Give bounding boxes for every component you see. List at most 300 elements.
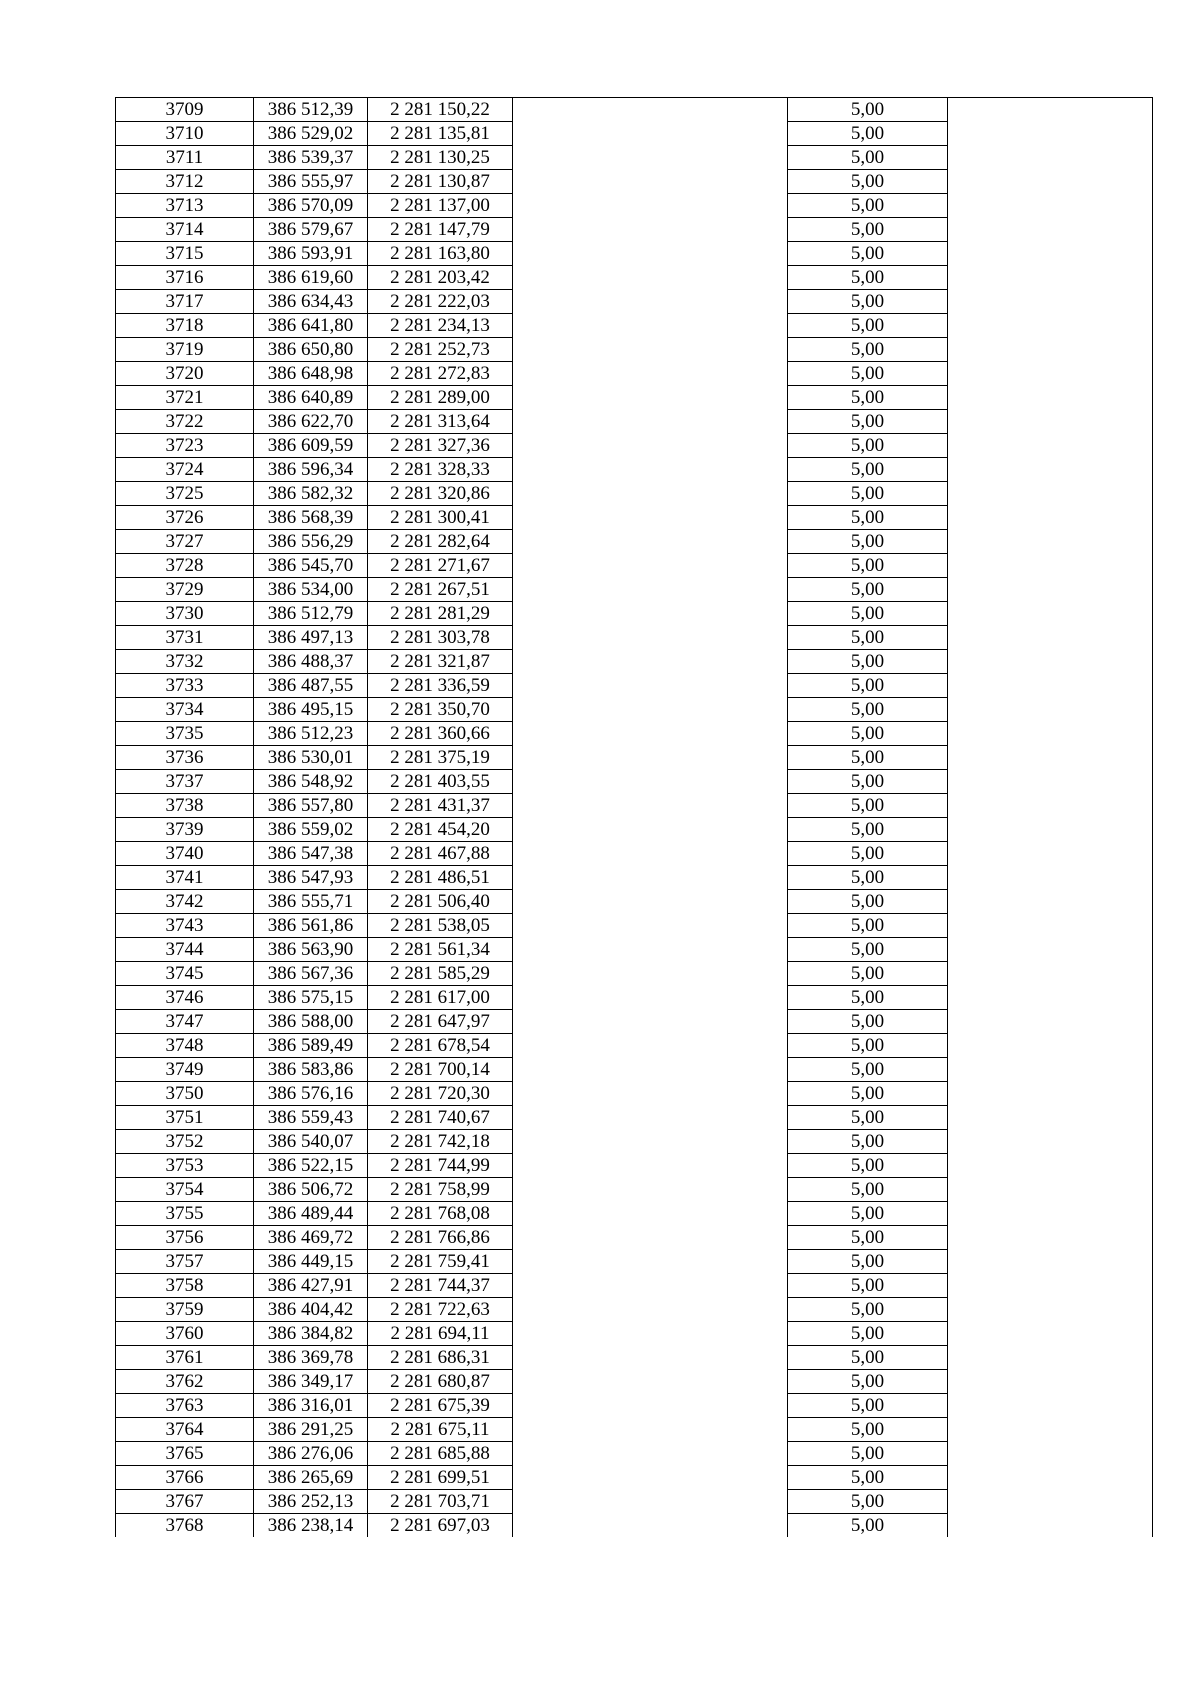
table-row <box>116 338 1153 362</box>
table-row <box>116 866 1153 890</box>
point-number-cell: 3766 <box>116 1466 254 1490</box>
x-coordinate-cell: 386 555,97 <box>254 170 368 194</box>
value-cell: 5,00 <box>788 986 948 1010</box>
blank-cell <box>513 506 788 530</box>
value-cell: 5,00 <box>788 482 948 506</box>
remarks-cell <box>948 1346 1153 1370</box>
table-row <box>116 698 1153 722</box>
x-coordinate-cell: 386 579,67 <box>254 218 368 242</box>
table-row <box>116 1346 1153 1370</box>
value-cell: 5,00 <box>788 530 948 554</box>
table-row <box>116 1250 1153 1274</box>
x-coordinate-cell: 386 559,43 <box>254 1106 368 1130</box>
y-coordinate-cell: 2 281 454,20 <box>368 818 513 842</box>
remarks-cell <box>948 338 1153 362</box>
remarks-cell <box>948 146 1153 170</box>
table-row <box>116 1466 1153 1490</box>
point-number-cell: 3719 <box>116 338 254 362</box>
remarks-cell <box>948 1226 1153 1250</box>
blank-cell <box>513 1202 788 1226</box>
point-number-cell: 3740 <box>116 842 254 866</box>
point-number-cell: 3717 <box>116 290 254 314</box>
y-coordinate-cell: 2 281 758,99 <box>368 1178 513 1202</box>
blank-cell <box>513 1466 788 1490</box>
blank-cell <box>513 602 788 626</box>
x-coordinate-cell: 386 276,06 <box>254 1442 368 1466</box>
point-number-cell: 3749 <box>116 1058 254 1082</box>
remarks-cell <box>948 962 1153 986</box>
table-row <box>116 1130 1153 1154</box>
value-cell: 5,00 <box>788 746 948 770</box>
table-row <box>116 986 1153 1010</box>
remarks-cell <box>948 554 1153 578</box>
y-coordinate-cell: 2 281 313,64 <box>368 410 513 434</box>
remarks-cell <box>948 1298 1153 1322</box>
blank-cell <box>513 842 788 866</box>
blank-cell <box>513 962 788 986</box>
x-coordinate-cell: 386 238,14 <box>254 1514 368 1538</box>
remarks-cell <box>948 602 1153 626</box>
point-number-cell: 3744 <box>116 938 254 962</box>
value-cell: 5,00 <box>788 1394 948 1418</box>
y-coordinate-cell: 2 281 700,14 <box>368 1058 513 1082</box>
value-cell: 5,00 <box>788 1298 948 1322</box>
table-row <box>116 434 1153 458</box>
point-number-cell: 3732 <box>116 650 254 674</box>
remarks-cell <box>948 914 1153 938</box>
y-coordinate-cell: 2 281 336,59 <box>368 674 513 698</box>
point-number-cell: 3738 <box>116 794 254 818</box>
y-coordinate-cell: 2 281 300,41 <box>368 506 513 530</box>
remarks-cell <box>948 1442 1153 1466</box>
remarks-cell <box>948 1154 1153 1178</box>
value-cell: 5,00 <box>788 362 948 386</box>
remarks-cell <box>948 1178 1153 1202</box>
table-row <box>116 458 1153 482</box>
remarks-cell <box>948 362 1153 386</box>
table-row <box>116 770 1153 794</box>
blank-cell <box>513 1010 788 1034</box>
x-coordinate-cell: 386 648,98 <box>254 362 368 386</box>
y-coordinate-cell: 2 281 321,87 <box>368 650 513 674</box>
value-cell: 5,00 <box>788 1058 948 1082</box>
blank-cell <box>513 194 788 218</box>
x-coordinate-cell: 386 545,70 <box>254 554 368 578</box>
coordinates-table-body <box>116 98 1153 1538</box>
x-coordinate-cell: 386 449,15 <box>254 1250 368 1274</box>
remarks-cell <box>948 986 1153 1010</box>
blank-cell <box>513 1490 788 1514</box>
x-coordinate-cell: 386 547,38 <box>254 842 368 866</box>
value-cell: 5,00 <box>788 290 948 314</box>
point-number-cell: 3720 <box>116 362 254 386</box>
point-number-cell: 3731 <box>116 626 254 650</box>
value-cell: 5,00 <box>788 890 948 914</box>
value-cell: 5,00 <box>788 578 948 602</box>
remarks-cell <box>948 1394 1153 1418</box>
table-row <box>116 1514 1153 1538</box>
x-coordinate-cell: 386 641,80 <box>254 314 368 338</box>
blank-cell <box>513 554 788 578</box>
x-coordinate-cell: 386 561,86 <box>254 914 368 938</box>
table-row <box>116 1058 1153 1082</box>
table-row <box>116 1298 1153 1322</box>
x-coordinate-cell: 386 291,25 <box>254 1418 368 1442</box>
point-number-cell: 3737 <box>116 770 254 794</box>
remarks-cell <box>948 1202 1153 1226</box>
y-coordinate-cell: 2 281 137,00 <box>368 194 513 218</box>
x-coordinate-cell: 386 640,89 <box>254 386 368 410</box>
blank-cell <box>513 266 788 290</box>
remarks-cell <box>948 266 1153 290</box>
value-cell: 5,00 <box>788 1250 948 1274</box>
value-cell: 5,00 <box>788 218 948 242</box>
y-coordinate-cell: 2 281 252,73 <box>368 338 513 362</box>
remarks-cell <box>948 1082 1153 1106</box>
remarks-cell <box>948 506 1153 530</box>
table-row <box>116 1226 1153 1250</box>
x-coordinate-cell: 386 427,91 <box>254 1274 368 1298</box>
table-row <box>116 914 1153 938</box>
blank-cell <box>513 1370 788 1394</box>
x-coordinate-cell: 386 619,60 <box>254 266 368 290</box>
remarks-cell <box>948 1106 1153 1130</box>
remarks-cell <box>948 578 1153 602</box>
value-cell: 5,00 <box>788 1322 948 1346</box>
table-row <box>116 218 1153 242</box>
table-row <box>116 98 1153 122</box>
value-cell: 5,00 <box>788 1514 948 1538</box>
blank-cell <box>513 410 788 434</box>
y-coordinate-cell: 2 281 703,71 <box>368 1490 513 1514</box>
y-coordinate-cell: 2 281 328,33 <box>368 458 513 482</box>
point-number-cell: 3764 <box>116 1418 254 1442</box>
x-coordinate-cell: 386 404,42 <box>254 1298 368 1322</box>
blank-cell <box>513 626 788 650</box>
value-cell: 5,00 <box>788 242 948 266</box>
point-number-cell: 3767 <box>116 1490 254 1514</box>
table-row <box>116 1082 1153 1106</box>
x-coordinate-cell: 386 495,15 <box>254 698 368 722</box>
y-coordinate-cell: 2 281 267,51 <box>368 578 513 602</box>
point-number-cell: 3757 <box>116 1250 254 1274</box>
table-row <box>116 626 1153 650</box>
table-row <box>116 938 1153 962</box>
point-number-cell: 3736 <box>116 746 254 770</box>
blank-cell <box>513 890 788 914</box>
table-row <box>116 1418 1153 1442</box>
remarks-cell <box>948 1250 1153 1274</box>
table-row <box>116 842 1153 866</box>
value-cell: 5,00 <box>788 1346 948 1370</box>
x-coordinate-cell: 386 534,00 <box>254 578 368 602</box>
table-row <box>116 530 1153 554</box>
point-number-cell: 3728 <box>116 554 254 578</box>
value-cell: 5,00 <box>788 770 948 794</box>
value-cell: 5,00 <box>788 1490 948 1514</box>
point-number-cell: 3727 <box>116 530 254 554</box>
blank-cell <box>513 1346 788 1370</box>
table-row <box>116 1154 1153 1178</box>
x-coordinate-cell: 386 568,39 <box>254 506 368 530</box>
y-coordinate-cell: 2 281 685,88 <box>368 1442 513 1466</box>
value-cell: 5,00 <box>788 818 948 842</box>
table-row <box>116 962 1153 986</box>
value-cell: 5,00 <box>788 122 948 146</box>
value-cell: 5,00 <box>788 674 948 698</box>
value-cell: 5,00 <box>788 506 948 530</box>
blank-cell <box>513 122 788 146</box>
table-row <box>116 746 1153 770</box>
value-cell: 5,00 <box>788 602 948 626</box>
table-row <box>116 1370 1153 1394</box>
point-number-cell: 3725 <box>116 482 254 506</box>
y-coordinate-cell: 2 281 281,29 <box>368 602 513 626</box>
y-coordinate-cell: 2 281 766,86 <box>368 1226 513 1250</box>
point-number-cell: 3747 <box>116 1010 254 1034</box>
table-row <box>116 482 1153 506</box>
value-cell: 5,00 <box>788 410 948 434</box>
point-number-cell: 3756 <box>116 1226 254 1250</box>
point-number-cell: 3755 <box>116 1202 254 1226</box>
value-cell: 5,00 <box>788 386 948 410</box>
blank-cell <box>513 1034 788 1058</box>
blank-cell <box>513 1082 788 1106</box>
value-cell: 5,00 <box>788 1226 948 1250</box>
y-coordinate-cell: 2 281 675,39 <box>368 1394 513 1418</box>
y-coordinate-cell: 2 281 720,30 <box>368 1082 513 1106</box>
y-coordinate-cell: 2 281 538,05 <box>368 914 513 938</box>
blank-cell <box>513 1274 788 1298</box>
blank-cell <box>513 170 788 194</box>
table-row <box>116 314 1153 338</box>
value-cell: 5,00 <box>788 338 948 362</box>
table-row <box>116 578 1153 602</box>
x-coordinate-cell: 386 540,07 <box>254 1130 368 1154</box>
table-row <box>116 554 1153 578</box>
point-number-cell: 3739 <box>116 818 254 842</box>
remarks-cell <box>948 1130 1153 1154</box>
x-coordinate-cell: 386 609,59 <box>254 434 368 458</box>
y-coordinate-cell: 2 281 699,51 <box>368 1466 513 1490</box>
x-coordinate-cell: 386 559,02 <box>254 818 368 842</box>
x-coordinate-cell: 386 512,79 <box>254 602 368 626</box>
remarks-cell <box>948 818 1153 842</box>
blank-cell <box>513 746 788 770</box>
point-number-cell: 3758 <box>116 1274 254 1298</box>
y-coordinate-cell: 2 281 360,66 <box>368 722 513 746</box>
y-coordinate-cell: 2 281 742,18 <box>368 1130 513 1154</box>
value-cell: 5,00 <box>788 194 948 218</box>
table-row <box>116 242 1153 266</box>
point-number-cell: 3722 <box>116 410 254 434</box>
table-row <box>116 1490 1153 1514</box>
y-coordinate-cell: 2 281 744,37 <box>368 1274 513 1298</box>
remarks-cell <box>948 386 1153 410</box>
y-coordinate-cell: 2 281 303,78 <box>368 626 513 650</box>
remarks-cell <box>948 626 1153 650</box>
x-coordinate-cell: 386 582,32 <box>254 482 368 506</box>
blank-cell <box>513 1418 788 1442</box>
value-cell: 5,00 <box>788 1106 948 1130</box>
x-coordinate-cell: 386 512,23 <box>254 722 368 746</box>
blank-cell <box>513 314 788 338</box>
point-number-cell: 3723 <box>116 434 254 458</box>
remarks-cell <box>948 722 1153 746</box>
point-number-cell: 3724 <box>116 458 254 482</box>
y-coordinate-cell: 2 281 561,34 <box>368 938 513 962</box>
remarks-cell <box>948 650 1153 674</box>
y-coordinate-cell: 2 281 585,29 <box>368 962 513 986</box>
value-cell: 5,00 <box>788 1418 948 1442</box>
y-coordinate-cell: 2 281 647,97 <box>368 1010 513 1034</box>
blank-cell <box>513 1178 788 1202</box>
blank-cell <box>513 242 788 266</box>
table-row <box>116 1010 1153 1034</box>
blank-cell <box>513 674 788 698</box>
x-coordinate-cell: 386 576,16 <box>254 1082 368 1106</box>
value-cell: 5,00 <box>788 1370 948 1394</box>
point-number-cell: 3733 <box>116 674 254 698</box>
x-coordinate-cell: 386 588,00 <box>254 1010 368 1034</box>
blank-cell <box>513 770 788 794</box>
point-number-cell: 3742 <box>116 890 254 914</box>
value-cell: 5,00 <box>788 722 948 746</box>
x-coordinate-cell: 386 650,80 <box>254 338 368 362</box>
remarks-cell <box>948 746 1153 770</box>
y-coordinate-cell: 2 281 375,19 <box>368 746 513 770</box>
x-coordinate-cell: 386 530,01 <box>254 746 368 770</box>
blank-cell <box>513 1298 788 1322</box>
blank-cell <box>513 986 788 1010</box>
remarks-cell <box>948 938 1153 962</box>
point-number-cell: 3713 <box>116 194 254 218</box>
blank-cell <box>513 650 788 674</box>
table-row <box>116 1034 1153 1058</box>
y-coordinate-cell: 2 281 759,41 <box>368 1250 513 1274</box>
remarks-cell <box>948 1010 1153 1034</box>
blank-cell <box>513 1322 788 1346</box>
blank-cell <box>513 578 788 602</box>
point-number-cell: 3710 <box>116 122 254 146</box>
point-number-cell: 3712 <box>116 170 254 194</box>
remarks-cell <box>948 434 1153 458</box>
remarks-cell <box>948 410 1153 434</box>
point-number-cell: 3726 <box>116 506 254 530</box>
table-row <box>116 146 1153 170</box>
value-cell: 5,00 <box>788 554 948 578</box>
value-cell: 5,00 <box>788 1442 948 1466</box>
remarks-cell <box>948 458 1153 482</box>
x-coordinate-cell: 386 512,39 <box>254 98 368 122</box>
point-number-cell: 3748 <box>116 1034 254 1058</box>
table-row <box>116 1322 1153 1346</box>
table-row <box>116 290 1153 314</box>
blank-cell <box>513 722 788 746</box>
value-cell: 5,00 <box>788 794 948 818</box>
blank-cell <box>513 98 788 122</box>
y-coordinate-cell: 2 281 130,25 <box>368 146 513 170</box>
remarks-cell <box>948 1274 1153 1298</box>
x-coordinate-cell: 386 583,86 <box>254 1058 368 1082</box>
table-row <box>116 506 1153 530</box>
remarks-cell <box>948 770 1153 794</box>
blank-cell <box>513 1130 788 1154</box>
blank-cell <box>513 218 788 242</box>
blank-cell <box>513 1226 788 1250</box>
remarks-cell <box>948 1322 1153 1346</box>
value-cell: 5,00 <box>788 314 948 338</box>
value-cell: 5,00 <box>788 962 948 986</box>
y-coordinate-cell: 2 281 740,67 <box>368 1106 513 1130</box>
blank-cell <box>513 362 788 386</box>
table-row <box>116 602 1153 626</box>
value-cell: 5,00 <box>788 842 948 866</box>
y-coordinate-cell: 2 281 403,55 <box>368 770 513 794</box>
x-coordinate-cell: 386 529,02 <box>254 122 368 146</box>
blank-cell <box>513 338 788 362</box>
point-number-cell: 3760 <box>116 1322 254 1346</box>
remarks-cell <box>948 530 1153 554</box>
point-number-cell: 3759 <box>116 1298 254 1322</box>
y-coordinate-cell: 2 281 768,08 <box>368 1202 513 1226</box>
y-coordinate-cell: 2 281 150,22 <box>368 98 513 122</box>
remarks-cell <box>948 314 1153 338</box>
x-coordinate-cell: 386 555,71 <box>254 890 368 914</box>
value-cell: 5,00 <box>788 1154 948 1178</box>
x-coordinate-cell: 386 596,34 <box>254 458 368 482</box>
table-row <box>116 722 1153 746</box>
x-coordinate-cell: 386 316,01 <box>254 1394 368 1418</box>
point-number-cell: 3763 <box>116 1394 254 1418</box>
remarks-cell <box>948 1418 1153 1442</box>
x-coordinate-cell: 386 556,29 <box>254 530 368 554</box>
point-number-cell: 3714 <box>116 218 254 242</box>
point-number-cell: 3745 <box>116 962 254 986</box>
x-coordinate-cell: 386 539,37 <box>254 146 368 170</box>
y-coordinate-cell: 2 281 675,11 <box>368 1418 513 1442</box>
table-row <box>116 410 1153 434</box>
point-number-cell: 3715 <box>116 242 254 266</box>
y-coordinate-cell: 2 281 163,80 <box>368 242 513 266</box>
table-row <box>116 194 1153 218</box>
x-coordinate-cell: 386 547,93 <box>254 866 368 890</box>
x-coordinate-cell: 386 634,43 <box>254 290 368 314</box>
blank-cell <box>513 146 788 170</box>
blank-cell <box>513 914 788 938</box>
y-coordinate-cell: 2 281 680,87 <box>368 1370 513 1394</box>
value-cell: 5,00 <box>788 1466 948 1490</box>
y-coordinate-cell: 2 281 271,67 <box>368 554 513 578</box>
blank-cell <box>513 482 788 506</box>
x-coordinate-cell: 386 548,92 <box>254 770 368 794</box>
coordinates-table <box>115 97 1153 1537</box>
remarks-cell <box>948 698 1153 722</box>
blank-cell <box>513 818 788 842</box>
y-coordinate-cell: 2 281 234,13 <box>368 314 513 338</box>
y-coordinate-cell: 2 281 697,03 <box>368 1514 513 1538</box>
point-number-cell: 3729 <box>116 578 254 602</box>
blank-cell <box>513 386 788 410</box>
x-coordinate-cell: 386 488,37 <box>254 650 368 674</box>
table-row <box>116 122 1153 146</box>
blank-cell <box>513 1106 788 1130</box>
remarks-cell <box>948 890 1153 914</box>
value-cell: 5,00 <box>788 98 948 122</box>
value-cell: 5,00 <box>788 1130 948 1154</box>
x-coordinate-cell: 386 557,80 <box>254 794 368 818</box>
value-cell: 5,00 <box>788 1202 948 1226</box>
